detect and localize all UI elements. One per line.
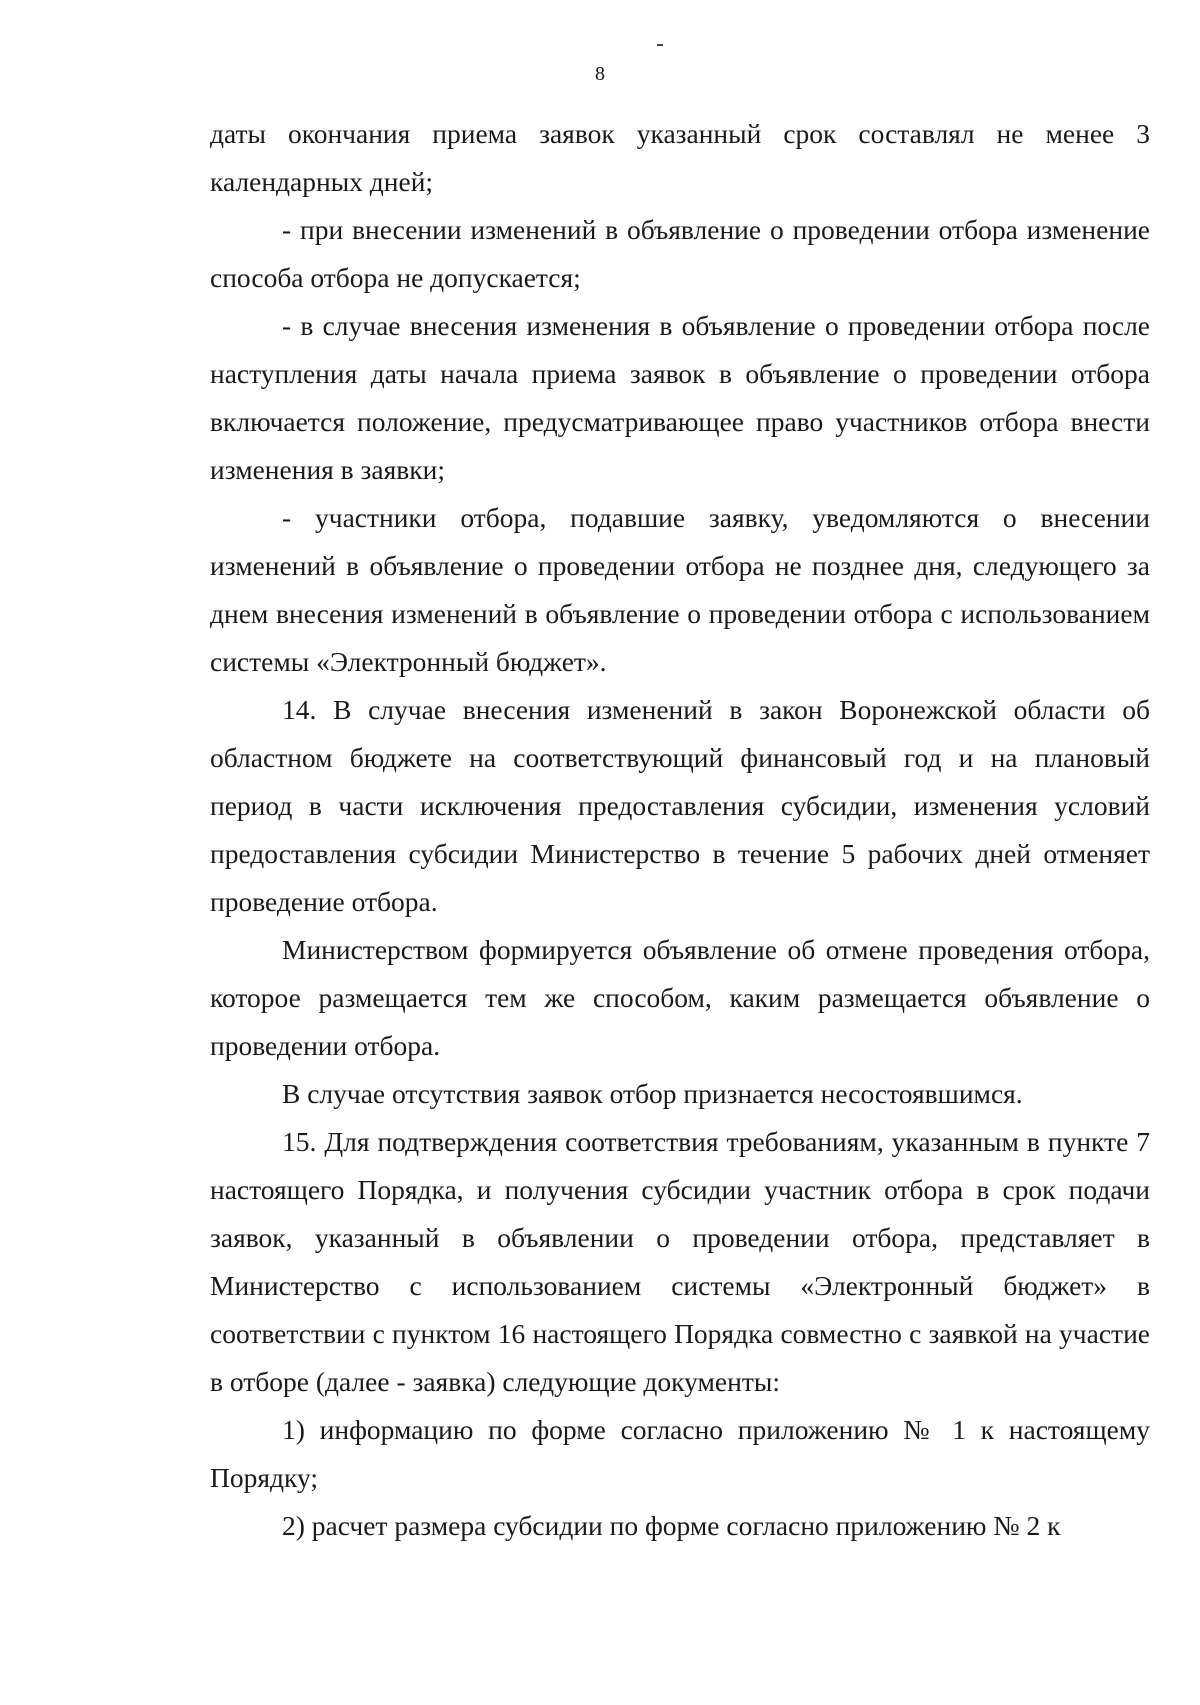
paragraph: - при внесении изменений в объявление о проведении отбора изменение способа отбора не допускается; [210, 214, 1150, 293]
paragraph: Министерством формируется объявление об отмене проведения отбора, которое размещается тем же способом, каким размещается объявление о проведении отбора. [210, 934, 1150, 1061]
paragraph: даты окончания приема заявок указанный срок составлял не менее 3 календарных дней; [210, 118, 1150, 197]
paragraph: 1) информацию по форме согласно приложению № 1 к настоящему Порядку; [210, 1414, 1150, 1493]
document-body [210, 110, 1150, 1550]
scan-mark [657, 44, 663, 46]
paragraph: 15. Для подтверждения соответствия требованиям, указанным в пункте 7 настоящего Порядка, и получения субсидии участник отбора в срок подачи заявок, указанный в объявлении о проведении отбора, представляет в Министерство с использованием системы «Электронный бюджет» в соответствии с пунктом 16 настоящего Порядка совместно с заявкой на участие в отборе (далее - заявка) следующие документы: [210, 1126, 1150, 1397]
paragraph: В случае отсутствия заявок отбор признается несостоявшимся. [282, 1078, 1023, 1109]
paragraph: - участники отбора, подавшие заявку, уведомляются о внесении изменений в объявление о проведении отбора не позднее дня, следующего за днем внесения изменений в объявление о проведении отбора с использованием системы «Электронный бюджет». [210, 502, 1150, 677]
paragraph: 14. В случае внесения изменений в закон Воронежской области об областном бюджете на соответствующий финансовый год и на плановый период в части исключения предоставления субсидии, изменения условий предоставления субсидии Министерство в течение 5 рабочих дней отменяет проведение отбора. [210, 694, 1150, 917]
paragraph: 2) расчет размера субсидии по форме согласно приложению № 2 к [282, 1510, 1061, 1541]
page-number: 8 [595, 63, 605, 85]
paragraph: - в случае внесения изменения в объявление о проведении отбора после наступления даты начала приема заявок в объявление о проведении отбора включается положение, предусматривающее право участников отбора внести изменения в заявки; [210, 310, 1150, 485]
